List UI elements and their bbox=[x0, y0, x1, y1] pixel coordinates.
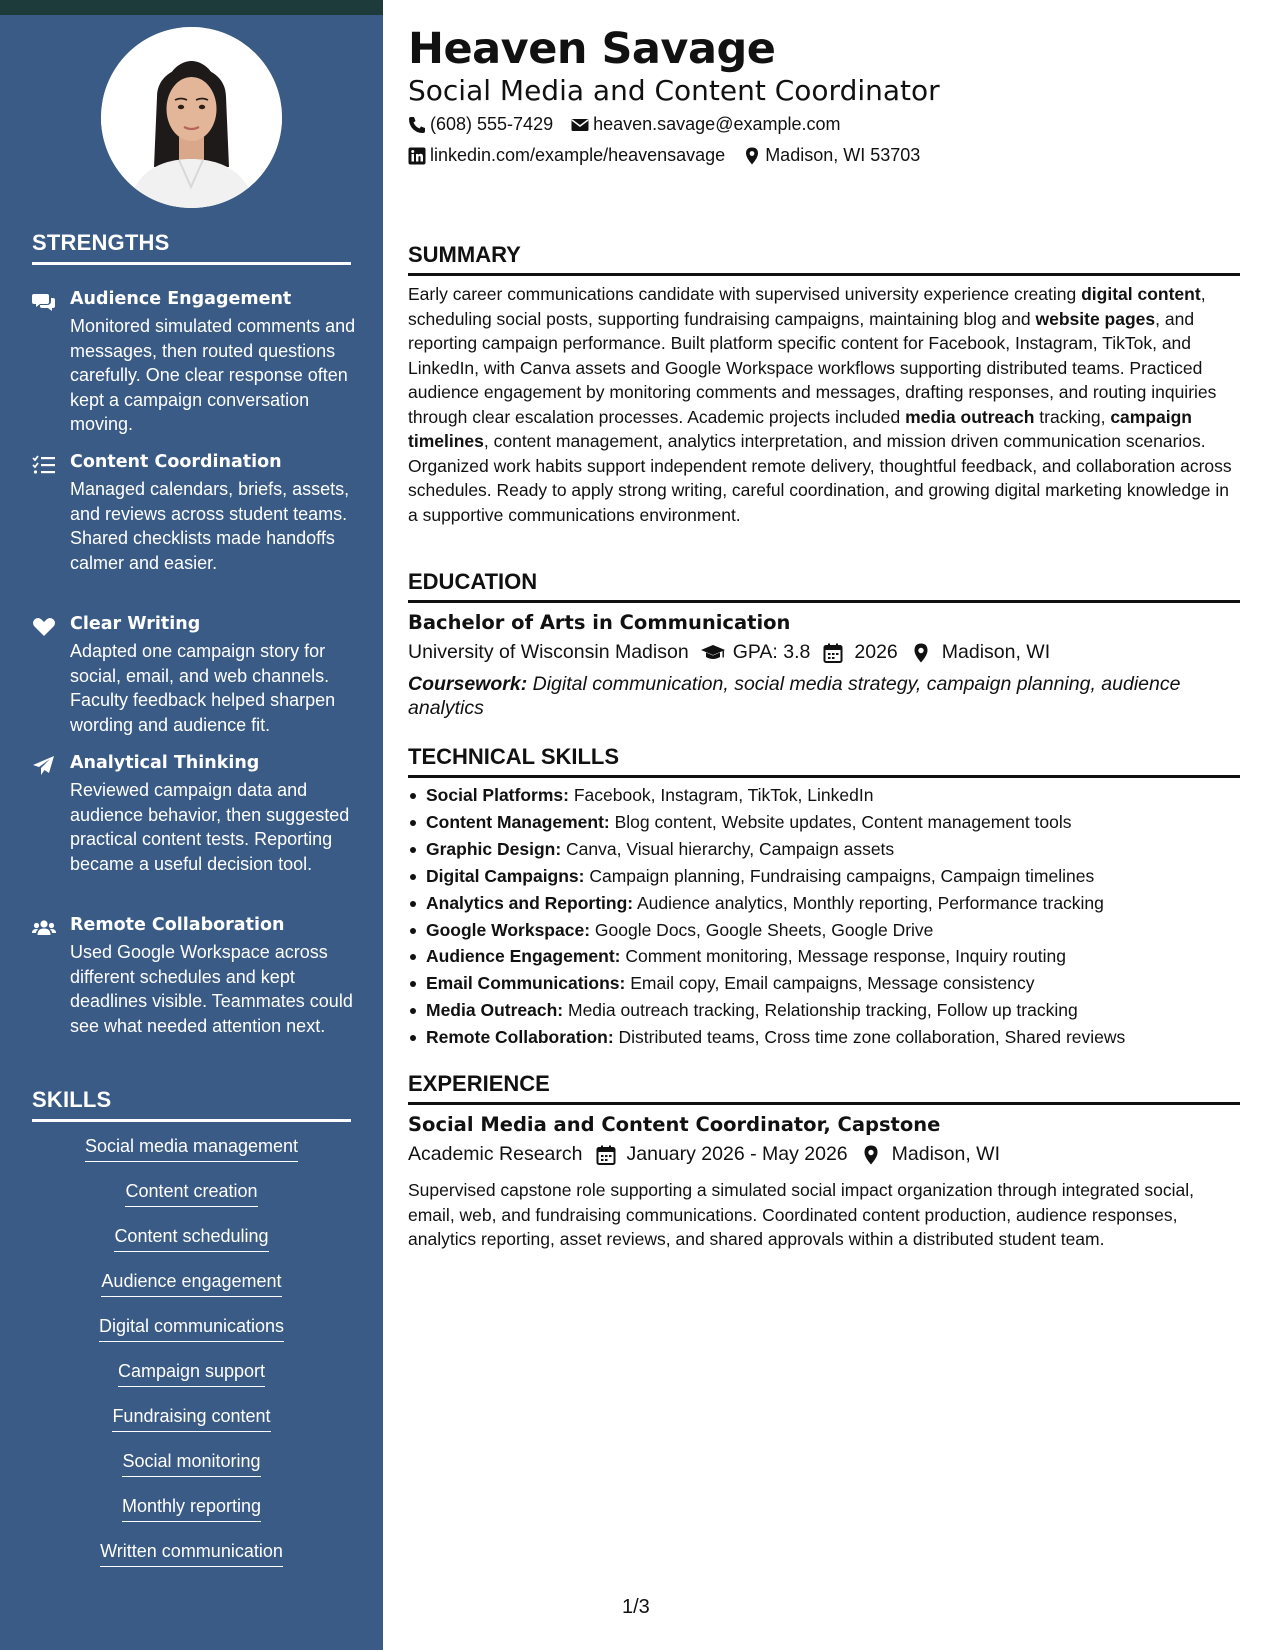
technical-skills-heading: TECHNICAL SKILLS bbox=[408, 744, 1240, 778]
users-icon bbox=[32, 918, 56, 938]
technical-skill-label: Email Communications: bbox=[426, 973, 626, 994]
technical-skill-label: Media Outreach: bbox=[426, 1000, 564, 1021]
technical-skill-item bbox=[408, 970, 1240, 997]
technical-skill-value: Audience analytics, Monthly reporting, Performance tracking bbox=[633, 892, 1104, 913]
profile-photo bbox=[101, 27, 282, 208]
gpa-text: GPA: 3.8 bbox=[732, 641, 811, 663]
coursework-label: Coursework: bbox=[408, 673, 528, 695]
technical-skill-label: Social Platforms: bbox=[426, 785, 569, 805]
contact-row-2 bbox=[408, 145, 938, 166]
summary-bold-segment: media outreach bbox=[905, 406, 1035, 427]
skill-item bbox=[32, 1226, 351, 1252]
experience-org-item bbox=[408, 1143, 583, 1166]
strength-description: Reviewed campaign data and audience behavior, then suggested practical content tests. Reporting became a useful decision tool. bbox=[70, 780, 350, 874]
strength-description: Used Google Workspace across different schedules and kept deadlines visible. Teammates could see what needed attention next. bbox=[70, 942, 353, 1036]
contact-row-1 bbox=[408, 114, 859, 135]
experience-meta bbox=[408, 1143, 1012, 1166]
map-pin-icon bbox=[743, 147, 761, 165]
technical-skill-label: Digital Campaigns: bbox=[426, 865, 585, 886]
skill-label: Fundraising content bbox=[112, 1406, 270, 1432]
linkedin-url: linkedin.com/example/heavensavage bbox=[430, 145, 726, 165]
technical-skill-item bbox=[408, 943, 1240, 970]
experience-dates-item bbox=[595, 1143, 848, 1166]
skill-item bbox=[32, 1181, 351, 1207]
skill-label: Written communication bbox=[100, 1541, 283, 1567]
email-contact[interactable] bbox=[571, 114, 840, 135]
school-location-item bbox=[910, 641, 1050, 664]
linkedin-contact[interactable] bbox=[408, 145, 725, 166]
technical-skill-label: Graphic Design: bbox=[426, 838, 562, 859]
location-contact bbox=[743, 145, 920, 166]
summary-segment: , scheduling social posts, supporting fundraising campaigns, maintaining blog and bbox=[408, 284, 1206, 329]
strengths-heading: STRENGTHS bbox=[32, 230, 351, 265]
calendar-icon bbox=[595, 1145, 617, 1165]
technical-skill-label: Content Management: bbox=[426, 811, 610, 832]
technical-skill-value: Comment monitoring, Message response, Inquiry routing bbox=[620, 946, 1066, 967]
skill-label: Digital communications bbox=[99, 1316, 284, 1342]
graduation-cap-icon bbox=[701, 643, 723, 663]
technical-skill-value: Media outreach tracking, Relationship tracking, Follow up tracking bbox=[563, 1000, 1078, 1021]
technical-skills-list bbox=[408, 782, 1240, 1051]
graduation-year-item bbox=[822, 641, 897, 664]
checklist-icon bbox=[32, 455, 56, 475]
profile-photo-illustration bbox=[101, 27, 282, 208]
map-pin-icon bbox=[860, 1145, 882, 1165]
skill-label: Social monitoring bbox=[122, 1451, 260, 1477]
experience-org-text: Academic Research bbox=[408, 1143, 583, 1165]
coursework-text: Digital communication, social media strategy, campaign planning, audience analytics bbox=[408, 673, 1181, 719]
education-meta bbox=[408, 641, 1062, 664]
skill-item bbox=[32, 1361, 351, 1387]
sidebar-top-bar bbox=[0, 0, 383, 15]
experience-description: Supervised capstone role supporting a simulated social impact organization through integrated social, email, web, and fundraising communications. Coordinated content production, audience responses, analytics reporting, asset reviews, and shared approvals within a distributed student team. bbox=[408, 1180, 1195, 1249]
school-location-text: Madison, WI bbox=[941, 641, 1051, 663]
technical-skill-value: Blog content, Website updates, Content management tools bbox=[609, 811, 1072, 832]
summary-bold-segment: website pages bbox=[1035, 308, 1156, 329]
skill-item bbox=[32, 1136, 351, 1162]
strength-title: Remote Collaboration bbox=[70, 915, 285, 935]
strength-description: Managed calendars, briefs, assets, and reviews across student teams. Shared checklists made handoffs calmer and easier. bbox=[70, 479, 350, 573]
technical-skill-item bbox=[408, 917, 1240, 944]
technical-skill-value: Google Docs, Google Sheets, Google Drive bbox=[590, 919, 934, 940]
experience-heading: EXPERIENCE bbox=[408, 1071, 1240, 1105]
strength-title: Analytical Thinking bbox=[70, 753, 260, 773]
education-heading: EDUCATION bbox=[408, 569, 1240, 603]
experience-location-text: Madison, WI bbox=[891, 1143, 1001, 1165]
skill-label: Campaign support bbox=[118, 1361, 265, 1387]
map-pin-icon bbox=[910, 643, 932, 663]
technical-skill-item bbox=[408, 863, 1240, 890]
phone-icon bbox=[408, 116, 426, 134]
skill-item bbox=[32, 1271, 351, 1297]
skill-item bbox=[32, 1541, 351, 1567]
technical-skill-label: Google Workspace: bbox=[426, 919, 591, 940]
email-address: heaven.savage@example.com bbox=[593, 114, 841, 134]
phone-contact[interactable] bbox=[408, 114, 553, 135]
school-text: University of Wisconsin Madison bbox=[408, 641, 689, 663]
page-number: 1/3 bbox=[622, 1596, 650, 1618]
strength-title: Clear Writing bbox=[70, 614, 201, 634]
skill-label: Content creation bbox=[125, 1181, 257, 1207]
strength-description: Adapted one campaign story for social, email, and web channels. Faculty feedback helped sharpen wording and audience fit. bbox=[70, 641, 336, 735]
summary-text bbox=[408, 282, 1240, 527]
envelope-icon bbox=[571, 116, 589, 134]
technical-skill-item bbox=[408, 890, 1240, 917]
paper-plane-icon bbox=[32, 756, 56, 776]
gpa-item bbox=[701, 641, 811, 664]
degree-title: Bachelor of Arts in Communication bbox=[408, 611, 791, 634]
calendar-icon bbox=[822, 643, 844, 663]
linkedin-icon bbox=[408, 147, 426, 165]
skill-label: Content scheduling bbox=[114, 1226, 268, 1252]
sidebar bbox=[0, 0, 383, 1650]
technical-skill-value: Facebook, Instagram, TikTok, LinkedIn bbox=[568, 785, 874, 805]
experience-location-item bbox=[860, 1143, 1000, 1166]
technical-skill-item bbox=[408, 782, 1240, 809]
technical-skill-item bbox=[408, 836, 1240, 863]
phone-number: (608) 555-7429 bbox=[430, 114, 554, 134]
technical-skill-value: Campaign planning, Fundraising campaigns, Campaign timelines bbox=[584, 865, 1095, 886]
skill-item bbox=[32, 1316, 351, 1342]
technical-skill-value: Canva, Visual hierarchy, Campaign assets bbox=[561, 838, 895, 859]
summary-segment: Early career communications candidate with supervised university experience creating bbox=[408, 284, 1082, 304]
heart-icon bbox=[32, 617, 56, 637]
skills-heading: SKILLS bbox=[32, 1087, 351, 1122]
technical-skill-item bbox=[408, 1024, 1240, 1051]
school-name bbox=[408, 641, 689, 664]
technical-skill-item bbox=[408, 809, 1240, 836]
technical-skill-value: Email copy, Email campaigns, Message consistency bbox=[625, 973, 1035, 994]
comments-icon bbox=[32, 292, 56, 312]
summary-bold-segment: campaign timelines bbox=[408, 406, 1193, 451]
strength-title: Audience Engagement bbox=[70, 289, 292, 309]
skill-item bbox=[32, 1496, 351, 1522]
summary-heading: SUMMARY bbox=[408, 242, 1240, 276]
skill-item bbox=[32, 1406, 351, 1432]
location-text: Madison, WI 53703 bbox=[765, 145, 921, 165]
strength-description: Monitored simulated comments and messages, then routed questions carefully. One clear response often kept a campaign conversation moving. bbox=[70, 316, 356, 434]
coursework bbox=[408, 672, 1240, 720]
strength-title: Content Coordination bbox=[70, 452, 282, 472]
graduation-year-text: 2026 bbox=[854, 641, 898, 663]
skill-label: Audience engagement bbox=[101, 1271, 281, 1297]
skill-label: Social media management bbox=[85, 1136, 298, 1162]
technical-skill-value: Distributed teams, Cross time zone collaboration, Shared reviews bbox=[613, 1027, 1126, 1048]
technical-skill-label: Analytics and Reporting: bbox=[426, 892, 634, 913]
summary-segment: , and reporting campaign performance. Built platform specific content for Facebook, Instagram, TikTok, and LinkedIn, with Canva assets and Google Workspace workflows supporting distributed teams. Practiced audience engagement by monitoring comments and messages, drafting responses, and routing inquiries through clear escalation processes. Academic projects included bbox=[408, 308, 1217, 427]
technical-skill-label: Remote Collaboration: bbox=[426, 1027, 614, 1048]
candidate-title: Social Media and Content Coordinator bbox=[408, 74, 940, 107]
summary-bold-segment: digital content bbox=[1081, 284, 1201, 304]
technical-skill-item bbox=[408, 997, 1240, 1024]
skill-item bbox=[32, 1451, 351, 1477]
summary-segment: , content management, analytics interpretation, and mission driven communication scenarios. Organized work habits support independent remote delivery, thoughtful feedback, and collaboration across schedules. Ready to apply strong writing, careful coordination, and growing digital marketing knowledge in a supportive communications environment. bbox=[408, 431, 1232, 525]
technical-skill-label: Audience Engagement: bbox=[426, 946, 621, 967]
skill-label: Monthly reporting bbox=[122, 1496, 261, 1522]
experience-role: Social Media and Content Coordinator, Capstone bbox=[408, 1113, 941, 1136]
candidate-name: Heaven Savage bbox=[408, 24, 776, 74]
summary-segment: tracking, bbox=[1034, 406, 1111, 427]
experience-dates-text: January 2026 - May 2026 bbox=[626, 1143, 848, 1165]
